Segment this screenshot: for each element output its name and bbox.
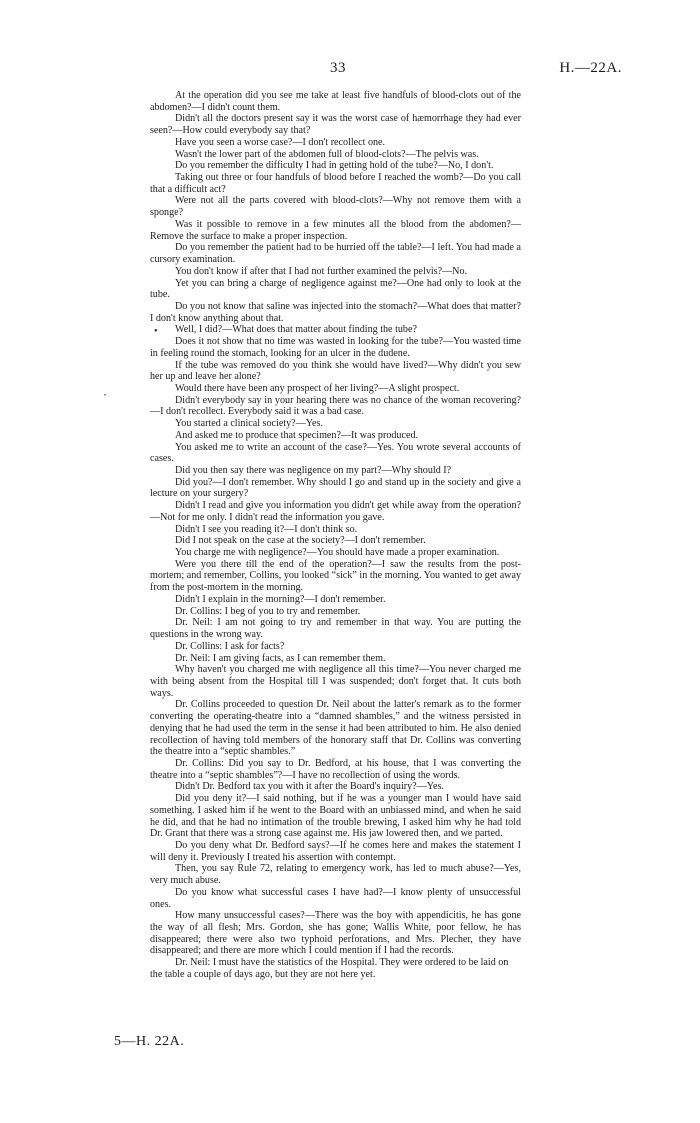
paragraph: Did you then say there was negligence on my part?—Why should I? — [175, 465, 452, 476]
paragraph: Didn't I read and give you information you didn't get while away from the operation?—Not for me only. I didn't read the information you gave. — [150, 500, 521, 523]
paragraph: If the tube was removed do you think she would have lived?—Why didn't you sew her up and leave her alone? — [150, 359, 521, 383]
paragraph: Did you deny it?—I said nothing, but if he was a younger man I would have said something. I asked him if he went to the Board with an unbiassed mind, and when he said he did, and that he had no intimation of the trouble brewing, I asked him why he had told Dr. Grant that there was a strong case against me. His jaw lowered then, and we parted. — [150, 793, 521, 840]
paragraph: Were you there till the end of the operation?—I saw the results from the post-mortem; and remember, Collins, you looked “sick” in the morning. You wanted to get away from the post-mortem in the morning. — [150, 558, 521, 594]
paragraph: Yet you can bring a charge of negligence against me?—One had only to look at the tube. — [150, 277, 521, 301]
paragraph: You charge me with negligence?—You should have made a proper examination. — [175, 547, 500, 559]
document-reference: H.—22A. — [559, 60, 622, 76]
paragraph: Dr. Collins proceeded to question Dr. Neil about the latter's remark as to the former converting the operating-theatre into a “damned shambles,” and the witness persisted in denying that he had used the term in the sense it had been attributed to him. He also denied recollection of having told members of the honorary staff that Dr. Collins was converting the theatre into a “septic shambles.” — [150, 699, 521, 758]
paragraph: Dr. Neil: I am not going to try and remember in that way. You are putting the questions in the wrong way. — [150, 617, 521, 641]
margin-dot-mark: • — [104, 393, 107, 399]
paragraph: Wasn't the lower part of the abdomen full of blood-clots?—The pelvis was. — [175, 148, 479, 160]
paragraph: Does it not show that no time was wasted in looking for the tube?—You wasted time in feeling round the stomach, looking for an ulcer in the dudene. — [150, 336, 521, 359]
paragraph: Taking out three or four handfuls of blood before I reached the womb?—Do you call that a difficult act? — [150, 172, 521, 195]
paragraph: You asked me to write an account of the case?—Yes. You wrote several accounts of cases. — [150, 441, 521, 465]
paragraph: Was it possible to remove in a few minutes all the blood from the abdomen?—Remove the surface to make a proper inspection. — [150, 218, 521, 242]
paragraph: Didn't everybody say in your hearing there was no chance of the woman recovering?—I don't recollect. Everybody said it was a bad case. — [150, 394, 521, 418]
margin-bullet-mark: • — [154, 326, 158, 337]
paragraph: You don't know if after that I had not further examined the pelvis?—No. — [175, 265, 468, 277]
paragraph: Dr. Collins: Did you say to Dr. Bedford, at his house, that I was converting the theatre into a “septic shambles”?—I have no recollection of using the words. — [150, 757, 521, 781]
paragraph: Why haven't you charged me with negligence all this time?—You never charged me with being absent from the Hospital till I was suspended; don't forget that. It cuts both ways. — [150, 664, 521, 699]
paragraph: Did I not speak on the case at the society?—I don't remember. — [175, 535, 426, 547]
paragraph: Dr. Collins: I beg of you to try and remember. — [175, 605, 361, 617]
paragraph: Were not all the parts covered with blood-clots?—Why not remove them with a sponge? — [150, 195, 521, 219]
footer-signature: 5—H. 22A. — [114, 1034, 185, 1049]
paragraph: Dr. Neil: I must have the statistics of the Hospital. They were ordered to be laid on the table a couple of days ago, but they are not here yet. — [150, 957, 509, 980]
paragraph: Well, I did?—What does that matter about finding the tube? — [175, 324, 417, 336]
paragraph: Have you seen a worse case?—I don't recollect one. — [175, 136, 386, 148]
paragraph: And asked me to produce that specimen?—It was produced. — [175, 429, 419, 441]
paragraph: Did you?—I don't remember. Why should I go and stand up in the society and give a lecture on your surgery? — [150, 476, 521, 500]
paragraph: Dr. Neil: I am giving facts, as I can remember them. — [175, 652, 386, 664]
paragraph: Didn't I see you reading it?—I don't think so. — [175, 523, 358, 535]
paragraph: Do you not know that saline was injected into the stomach?—What does that matter? I don't know anything about that. — [150, 300, 521, 324]
text-column — [150, 90, 521, 981]
paragraph: Then, you say Rule 72, relating to emergency work, has led to much abuse?—Yes, very much abuse. — [150, 863, 521, 887]
paragraph: Would there have been any prospect of her living?—A slight prospect. — [175, 382, 460, 394]
paragraph: How many unsuccessful cases?—There was the boy with appendicitis, he has gone the way of all flesh; Mrs. Gordon, she has gone; Wallis White, poor fellow, he has disappeared; there were also two typhoid perforations, and Mrs. Plecher, they have disappeared; and there are more which I could mention if I had the records. — [150, 910, 521, 957]
paragraph: You started a clinical society?—Yes. — [175, 418, 323, 430]
paragraph: Dr. Collins: I ask for facts? — [175, 640, 285, 652]
paragraph: Didn't Dr. Bedford tax you with it after the Board's inquiry?—Yes. — [175, 781, 444, 793]
page-number: 33 — [330, 60, 346, 76]
paragraph: At the operation did you see me take at least five handfuls of blood-clots out of the abdomen?—I didn't count them. — [150, 90, 521, 113]
paragraph: Didn't all the doctors present say it was the worst case of hæmorrhage they had ever seen?—How could everybody say that? — [150, 113, 521, 137]
paragraph: Do you know what successful cases I have had?—I know plenty of unsuccessful ones. — [150, 886, 521, 910]
paragraph: Do you remember the difficulty I had in getting hold of the tube?—No, I don't. — [175, 160, 494, 172]
paragraph: Do you deny what Dr. Bedford says?—If he comes here and makes the statement I will deny it. Previously I treated his assertion with contempt. — [150, 840, 521, 863]
paragraph: Didn't I explain in the morning?—I don't remember. — [175, 593, 386, 605]
paragraph: Do you remember the patient had to be hurried off the table?—I left. You had made a cursory examination. — [150, 242, 521, 266]
